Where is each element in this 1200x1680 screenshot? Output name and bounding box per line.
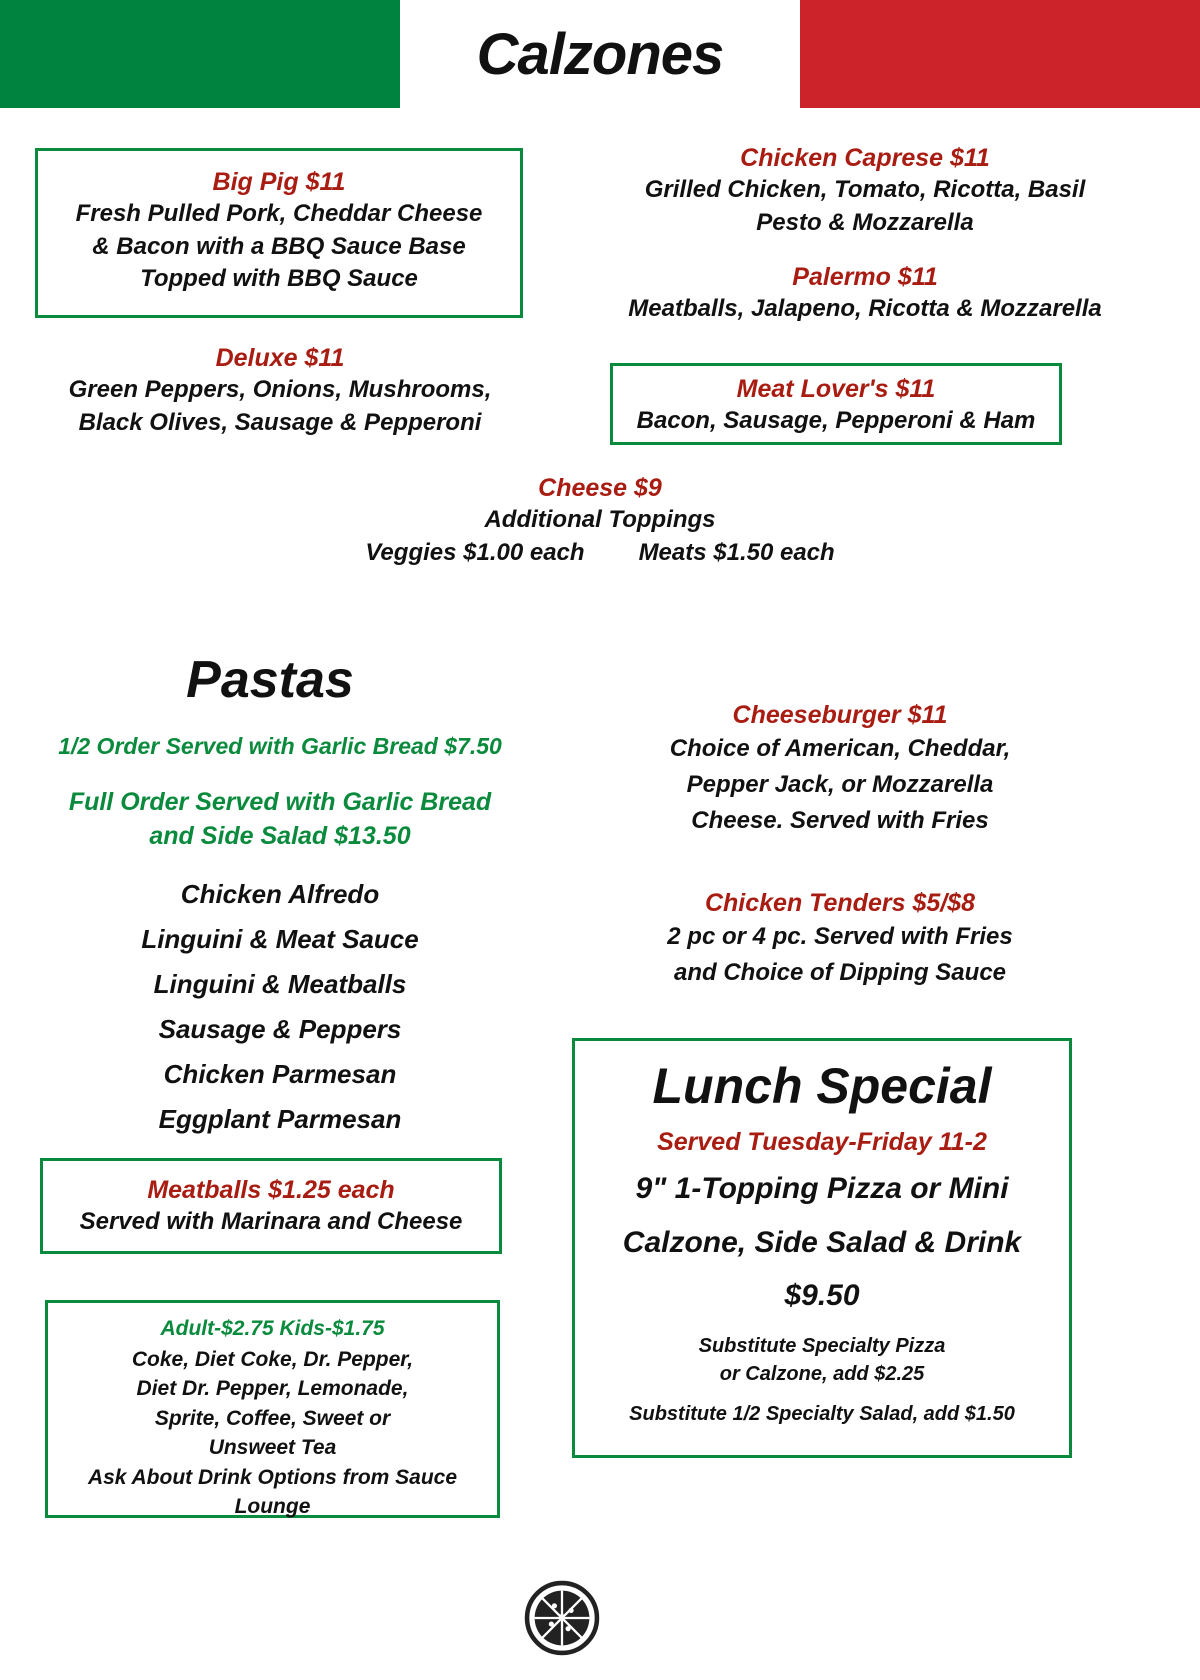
chicken-tenders-title: Chicken Tenders $5/$8 <box>704 889 976 917</box>
chicken-caprese-desc-line2: Pesto & Mozzarella <box>756 208 974 236</box>
menu-item-cheeseburger <box>620 700 1060 839</box>
menu-item-chicken-tenders <box>620 888 1060 991</box>
pasta-full-order-line1: Full Order Served with Garlic Bread <box>68 788 492 816</box>
lunch-special-sub2-line1: Substitute 1/2 Specialty Salad, add $1.50 <box>629 1402 1015 1425</box>
pizza-logo-icon <box>524 1580 600 1656</box>
menu-item-chicken-caprese <box>560 143 1170 239</box>
lunch-special-main-line2: Calzone, Side Salad & Drink <box>622 1225 1022 1259</box>
chicken-tenders-desc-line1: 2 pc or 4 pc. Served with Fries <box>667 923 1013 951</box>
cheeseburger-title: Cheeseburger $11 <box>732 701 948 729</box>
menu-item-big-pig <box>35 148 523 318</box>
pasta-full-order-line2: and Side Salad $13.50 <box>149 821 411 850</box>
lunch-special-main-line1: 9" 1-Topping Pizza or Mini <box>635 1172 1009 1205</box>
big-pig-desc-line2: & Bacon with a BBQ Sauce Base <box>92 232 466 260</box>
pastas-section-title: Pastas <box>186 651 354 709</box>
list-item: Linguini & Meatballs <box>153 968 407 999</box>
big-pig-desc-line3: Topped with BBQ Sauce <box>140 265 418 293</box>
lunch-special-section <box>572 1038 1072 1458</box>
meats-price: Meats $1.50 each <box>638 538 835 566</box>
meatballs-desc: Served with Marinara and Cheese <box>79 1208 463 1236</box>
list-item: Chicken Alfredo <box>180 879 380 909</box>
menu-item-cheese <box>250 473 950 569</box>
cheeseburger-desc-line2: Pepper Jack, or Mozzarella <box>686 771 994 799</box>
drinks-section <box>45 1300 500 1518</box>
lunch-special-hours: Served Tuesday-Friday 11-2 <box>657 1128 987 1156</box>
deluxe-title: Deluxe $11 <box>215 344 345 372</box>
drinks-line-1: Coke, Diet Coke, Dr. Pepper, <box>131 1348 414 1371</box>
deluxe-desc-line1: Green Peppers, Onions, Mushrooms, <box>68 376 492 404</box>
drinks-line-2: Diet Dr. Pepper, Lemonade, <box>136 1377 409 1401</box>
menu-item-palermo <box>560 262 1170 326</box>
list-item: Sausage & Peppers <box>158 1013 402 1044</box>
menu-item-meat-lovers <box>610 363 1062 445</box>
palermo-title: Palermo $11 <box>792 263 938 291</box>
list-item: Eggplant Parmesan <box>158 1103 402 1134</box>
menu-item-deluxe <box>30 343 530 439</box>
lunch-special-price: $9.50 <box>784 1279 860 1312</box>
drinks-line-5: Ask About Drink Options from Sauce Lounge <box>87 1465 458 1518</box>
lunch-special-sub-line1: Substitute Specialty Pizza <box>698 1334 946 1357</box>
additional-toppings-label: Additional Toppings <box>484 506 716 534</box>
pasta-full-order <box>30 786 530 854</box>
cheeseburger-desc-line3: Cheese. Served with Fries <box>691 807 989 835</box>
meat-lovers-title: Meat Lover's $11 <box>736 375 936 403</box>
lunch-special-sub-line2: or Calzone, add $2.25 <box>719 1362 925 1385</box>
drinks-title: Adult-$2.75 Kids-$1.75 <box>160 1317 385 1340</box>
veggies-price: Veggies $1.00 each <box>365 538 585 566</box>
palermo-desc-line1: Meatballs, Jalapeno, Ricotta & Mozzarella <box>628 295 1102 323</box>
pasta-half-order: 1/2 Order Served with Garlic Bread $7.50 <box>58 733 502 759</box>
page-header <box>0 0 1200 108</box>
drinks-line-4: Unsweet Tea <box>208 1436 337 1460</box>
drinks-line-3: Sprite, Coffee, Sweet or <box>154 1406 391 1430</box>
lunch-special-title: Lunch Special <box>652 1058 992 1114</box>
big-pig-desc-line1: Fresh Pulled Pork, Cheddar Cheese <box>75 200 483 228</box>
chicken-tenders-desc-line2: and Choice of Dipping Sauce <box>673 959 1007 987</box>
page-title: Calzones <box>476 21 724 87</box>
chicken-caprese-desc-line1: Grilled Chicken, Tomato, Ricotta, Basil <box>644 176 1086 204</box>
cheese-title: Cheese $9 <box>538 474 662 502</box>
cheeseburger-desc-line1: Choice of American, Cheddar, <box>669 735 1011 763</box>
list-item: Linguini & Meat Sauce <box>141 923 419 954</box>
deluxe-desc-line2: Black Olives, Sausage & Pepperoni <box>78 408 482 436</box>
meat-lovers-desc-line1: Bacon, Sausage, Pepperoni & Ham <box>636 407 1036 435</box>
pasta-list <box>60 872 500 1142</box>
menu-item-meatballs <box>40 1158 502 1254</box>
toppings-price-row <box>250 537 950 569</box>
list-item: Chicken Parmesan <box>163 1058 397 1089</box>
meatballs-title: Meatballs $1.25 each <box>147 1176 395 1204</box>
chicken-caprese-title: Chicken Caprese $11 <box>740 144 990 172</box>
big-pig-title: Big Pig $11 <box>212 168 346 196</box>
